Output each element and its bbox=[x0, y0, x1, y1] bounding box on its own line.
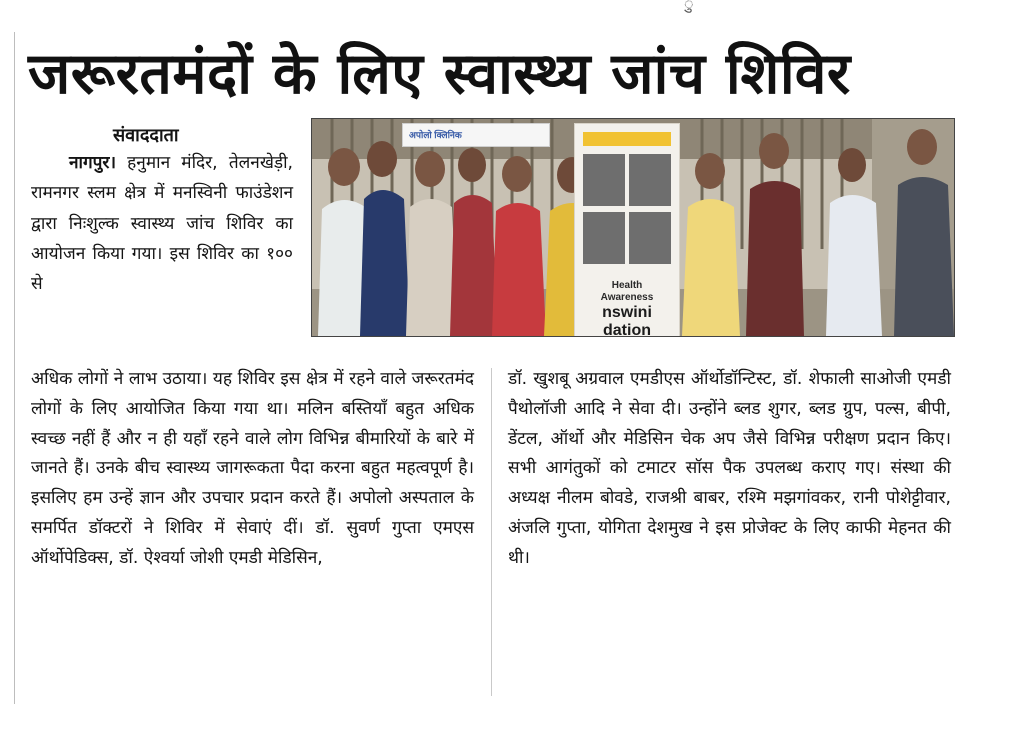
column-left: अधिक लोगों ने लाभ उठाया। यह शिविर इस क्षेत्र में रहने वाले जरूरतमंद लोगों के लिए आयोजित किया गया था। मलिन बस्तियाँ बहुत अधिक स्वच्छ नहीं हैं और न ही यहाँ रहने वाले लोग विभिन्न बीमारियों के बारे में जानते हैं। उनके बीच स्वास्थ्य जागरूकता पैदा करना बहुत महत्वपूर्ण है। इसलिए हम उन्हें ज्ञान और उपचार प्रदान करते हैं। अपोलो अस्पताल के समर्पित डॉक्टरों ने शिविर में सेवाएं दीं। डॉ. सुवर्ण गुप्ता एमएस ऑर्थोपेडिक्स, डॉ. ऐश्वर्या जोशी एमडी मेडिसिन, bbox=[31, 369, 474, 568]
intro-text: हनुमान मंदिर, तेलनखेड़ी, रामनगर स्लम क्षेत्र में मनस्विनी फाउंडेशन द्वारा निःशुल्क स्वास्थ्य जांच शिविर का आयोजन किया गया। इस शिविर का १०० से bbox=[31, 153, 293, 295]
column-divider bbox=[491, 368, 492, 696]
intro-paragraph bbox=[31, 148, 293, 299]
banner-caption: Health Awareness nswini dation bbox=[600, 280, 654, 337]
news-photo bbox=[311, 118, 955, 337]
byline: संवाददाता bbox=[113, 125, 179, 146]
banner-photo-grid bbox=[583, 154, 671, 274]
page-left-rule bbox=[14, 32, 15, 704]
clinic-sign: अपोलो क्लिनिक bbox=[402, 123, 550, 147]
column-right: डॉ. खुशबू अग्रवाल एमडीएस ऑर्थोडॉन्टिस्ट, डॉ. शेफाली साओजी एमडी पैथोलॉजी आदि ने सेवा दी। उन्होंने ब्लड शुगर, ब्लड ग्रुप, पल्स, बीपी, डेंटल, ऑर्थो और मेडिसिन चेक अप जैसे विभिन्न परीक्षण प्रदान किए। सभी आगंतुकों को टमाटर सॉस पैक उपलब्ध कराए गए। संस्था की अध्यक्ष नीलम बोवडे, राजश्री बाबर, रश्मि मझगांवकर, रानी पोशेट्टीवार, अंजलि गुप्ता, योगिता देशमुख ने इस प्रोजेक्ट के लिए काफी मेहनत की थी। bbox=[508, 369, 951, 568]
cropped-top-text: ु bbox=[684, 0, 694, 13]
banner-logo-strip bbox=[583, 132, 671, 146]
headline: जरूरतमंदों के लिए स्वास्थ्य जांच शिविर bbox=[28, 41, 851, 107]
standee-banner bbox=[574, 123, 680, 337]
dateline: नागपुर। bbox=[69, 153, 116, 173]
